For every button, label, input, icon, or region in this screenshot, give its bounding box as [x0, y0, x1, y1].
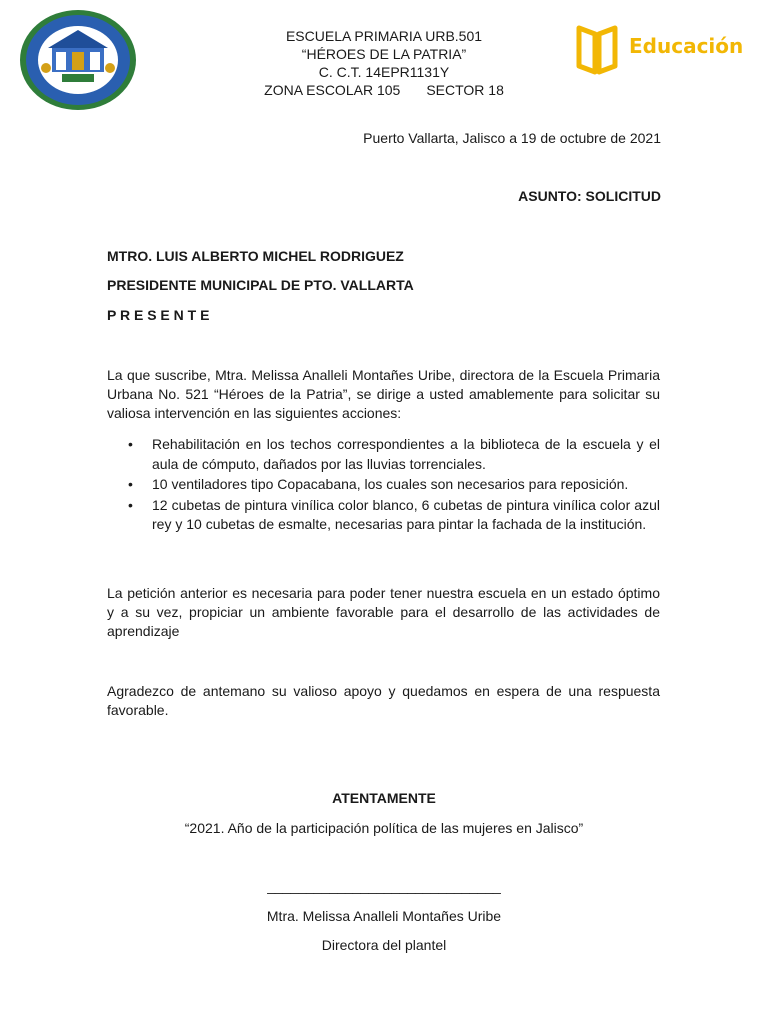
- subject-line: ASUNTO: SOLICITUD: [518, 188, 661, 204]
- list-item: [107, 475, 660, 495]
- education-logo-text: Educación: [629, 34, 744, 58]
- recipient-name: MTRO. LUIS ALBERTO MICHEL RODRIGUEZ: [107, 248, 404, 264]
- justification-paragraph: La petición anterior es necesaria para poder tener nuestra escuela en un estado óptimo y a su vez, propiciar un ambiente favorable para el desarrollo de las actividades de aprendizaje: [107, 585, 660, 639]
- request-text: 12 cubetas de pintura vinílica color blanco, 6 cubetas de pintura vinílica color azul rey y 10 cubetas de esmalte, necesarias para pintar la fachada de la institución.: [152, 496, 660, 532]
- school-motto: “HÉROES DE LA PATRIA”: [301, 46, 467, 62]
- request-text: Rehabilitación en los techos correspondientes a la biblioteca de la escuela y el aula de cómputo, dañados por las lluvias torrenciales.: [152, 436, 660, 472]
- requests-list: [107, 435, 660, 536]
- presente-line: P R E S E N T E: [107, 307, 210, 323]
- school-zone: ZONA ESCOLAR 105: [264, 82, 401, 98]
- bullet-icon: •: [128, 476, 133, 492]
- bullet-icon: •: [128, 436, 133, 452]
- place-date: Puerto Vallarta, Jalisco a 19 de octubre de 2021: [363, 130, 661, 146]
- intro-paragraph: La que suscribe, Mtra. Melissa Analleli Montañes Uribe, directora de la Escuela Primaria Urbana No. 521 “Héroes de la Patria”, se dirige a usted amablemente para solicitar su valiosa intervención en las siguientes acciones:: [107, 367, 660, 421]
- signer-name: Mtra. Melissa Analleli Montañes Uribe: [266, 908, 502, 924]
- request-text: 10 ventiladores tipo Copacabana, los cuales son necesarios para reposición.: [152, 476, 629, 492]
- list-item: [107, 496, 660, 535]
- open-book-icon: [575, 22, 619, 78]
- closing: ATENTAMENTE: [332, 790, 436, 806]
- signer-title: Directora del plantel: [321, 937, 447, 953]
- education-logo: [575, 22, 768, 78]
- school-name: ESCUELA PRIMARIA URB.501: [285, 28, 483, 44]
- bullet-icon: •: [128, 496, 133, 513]
- recipient-title: PRESIDENTE MUNICIPAL DE PTO. VALLARTA: [107, 277, 414, 293]
- school-cct: C. C.T. 14EPR1131Y: [318, 64, 450, 80]
- thanks-paragraph: Agradezco de antemano su valioso apoyo y quedamos en espera de una respuesta favorable.: [107, 683, 660, 718]
- letterhead: [200, 27, 568, 99]
- school-crest-icon: [18, 8, 138, 112]
- year-motto: “2021. Año de la participación política de las mujeres en Jalisco”: [184, 820, 584, 836]
- signature-line: ______________________________: [267, 878, 501, 894]
- school-sector: SECTOR 18: [426, 82, 504, 98]
- list-item: [107, 435, 660, 474]
- school-crest-logo: [18, 8, 138, 112]
- school-zone-sector: [200, 81, 568, 99]
